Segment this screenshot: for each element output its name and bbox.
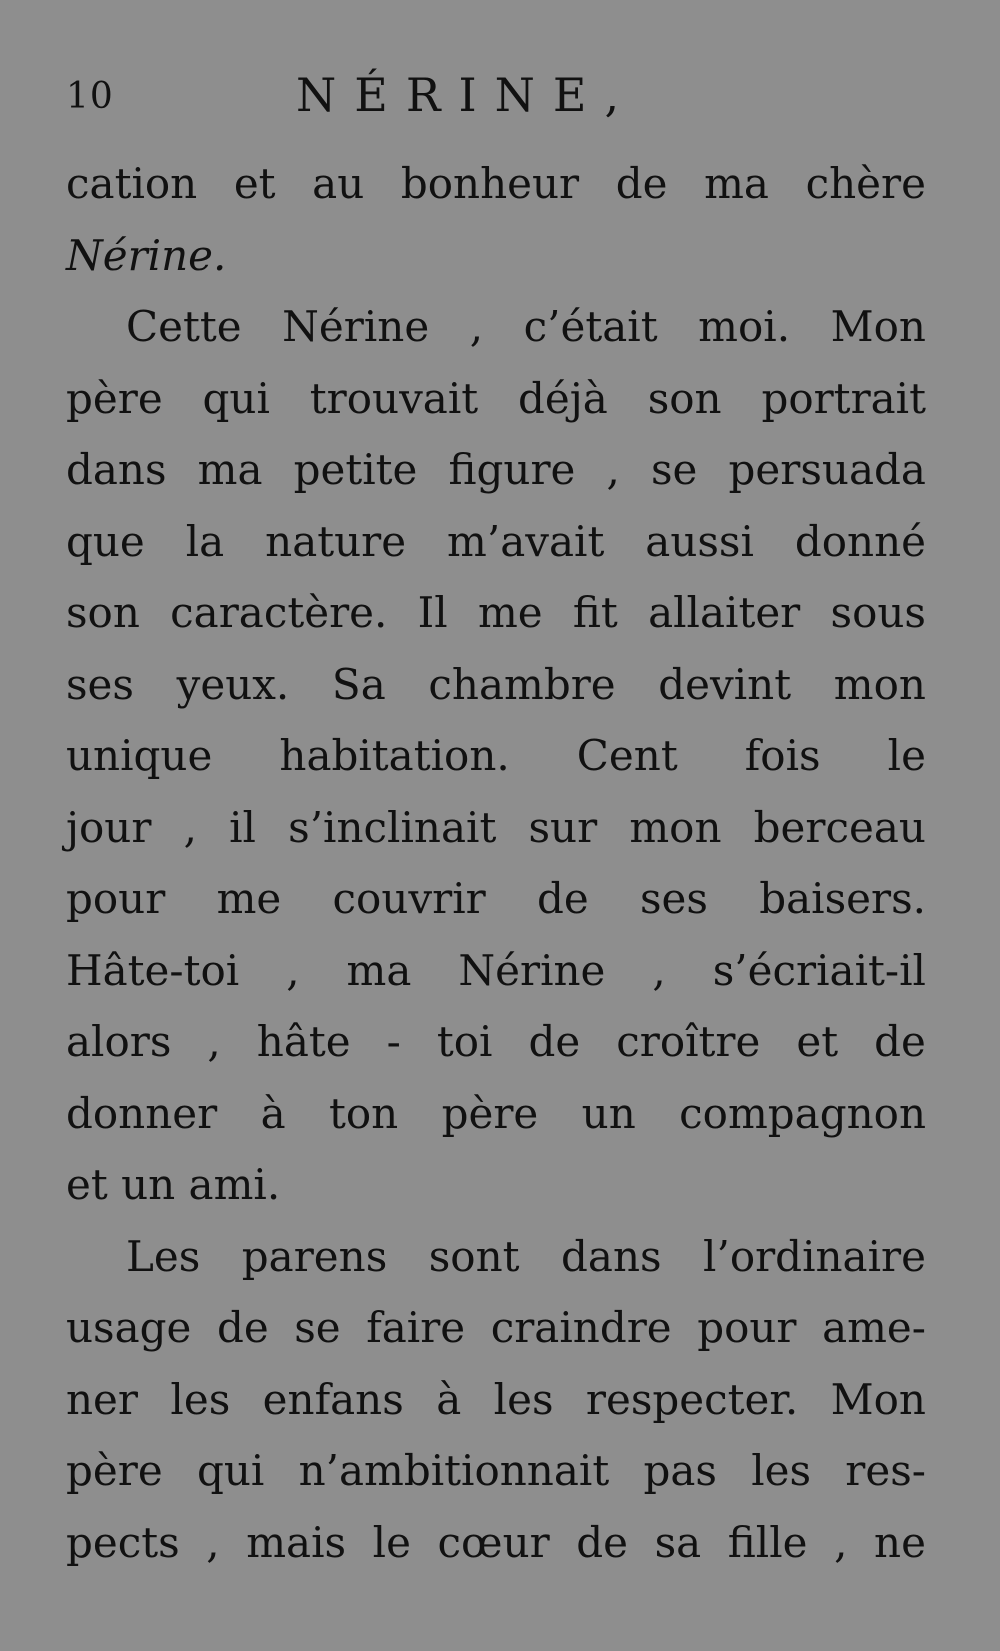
word: s’inclinait [288,802,497,852]
word: mais [246,1517,347,1567]
word: que [66,516,145,566]
text-line [66,1435,926,1507]
word: dans [561,1231,662,1281]
word: toi [436,1017,493,1066]
word: qui [196,1446,265,1495]
word: parens [241,1231,388,1281]
text-line [66,1507,926,1579]
word: compagnon [679,1088,926,1138]
word: , [286,945,300,995]
word: qui [202,373,270,423]
word: , [206,1517,220,1567]
word: respecter. [585,1374,799,1424]
text-line [66,506,926,578]
word: le [372,1517,411,1567]
word: ne [874,1517,926,1567]
word: Cent [576,731,678,780]
word: m’avait [447,516,605,566]
word: déjà [518,373,608,423]
word: sa [654,1517,702,1567]
word: de [536,874,589,923]
word: yeux. [176,659,290,709]
word: se [651,445,698,494]
word: s’écriait-il [712,945,926,995]
word: jour [66,802,152,852]
word: ma [346,945,412,995]
word: pour [66,874,166,923]
word: et [796,1017,839,1066]
word: enfans [262,1374,404,1424]
word: sur [528,802,598,852]
word: portrait [761,373,926,423]
text-line [66,792,926,864]
word: il [229,802,256,852]
word: allaiter [648,588,801,637]
word: mon [833,659,926,709]
text-line [66,863,926,935]
text-line [66,1006,926,1078]
word: baisers. [759,874,926,923]
word: donner [66,1088,218,1138]
word: son [647,373,722,423]
word: , [834,1517,848,1567]
word: unique [66,731,213,780]
word: fit [572,588,618,637]
word: , [652,945,666,995]
body-text [66,148,926,1578]
word: trouvait [309,373,479,423]
word: de [528,1017,581,1066]
word: Il [417,588,448,637]
word: pects [66,1517,180,1567]
word: à [260,1088,286,1138]
word: pas [643,1446,717,1495]
word: se [294,1303,341,1352]
word: donné [794,516,926,566]
word: figure [448,445,576,494]
text-line [66,649,926,721]
text-line [66,1292,926,1364]
text-line [66,148,926,220]
text-line [66,1364,926,1436]
word: l’ordinaire [703,1231,926,1281]
word: père [441,1088,539,1138]
text-line [66,1221,926,1293]
word: me [216,874,282,923]
word: aussi [645,516,754,566]
word: père [66,373,163,423]
text-line [66,291,926,363]
word: Nérine [458,945,606,995]
word: usage [66,1303,192,1352]
word: , [469,302,484,351]
word: mon [629,802,722,852]
word: chambre [428,659,616,709]
word: Les [126,1231,201,1281]
word: moi. [698,302,791,351]
word: le [887,731,926,780]
word: chère [805,159,926,208]
word: cation [66,159,198,208]
word: ma [197,445,263,494]
word: nature [265,516,407,566]
text-line [66,935,926,1007]
word: père [66,1446,163,1495]
word: et [233,159,276,208]
word: ton [329,1088,399,1138]
word: , [183,802,197,852]
word: de [216,1303,269,1352]
word: ses [66,659,134,709]
word: la [185,516,225,566]
word: fille [727,1517,808,1567]
word: Cette [126,302,242,351]
word: n’ambitionnait [298,1446,610,1495]
word: ner [66,1374,138,1424]
word: cœur [437,1517,550,1567]
word: un [581,1088,636,1138]
word: devint [658,659,792,709]
word: au [312,159,365,208]
word: Sa [331,659,386,709]
text-line [66,434,926,506]
word: faire [366,1303,466,1352]
word: craindre [490,1303,672,1352]
word: res- [845,1446,926,1495]
word: Hâte-toi [66,945,240,995]
running-title: NÉRINE, [296,68,638,122]
text-line [66,363,926,435]
word: persuada [728,445,926,494]
word: - [386,1017,401,1066]
word: croître [616,1017,761,1066]
word: fois [744,731,821,780]
text-line: et un ami. [66,1160,281,1209]
page-header [66,68,936,128]
word: habitation. [279,731,510,780]
word: à [436,1374,462,1424]
text-line [66,1078,926,1150]
word: les [170,1374,231,1424]
word: me [477,588,543,637]
word: , [207,1017,221,1066]
word: caractère. [170,588,388,637]
word: berceau [753,802,926,852]
word: Nérine [282,302,430,351]
word: Mon [830,1374,926,1424]
page-number: 10 [66,76,114,117]
word: sont [428,1231,520,1281]
word: sous [830,588,926,637]
word: pour [697,1303,797,1352]
word: dans [66,445,167,494]
text-line: Nérine. [66,230,227,280]
word: ame- [822,1303,926,1352]
word: c’était [523,302,658,351]
word: alors [66,1017,172,1066]
word: ses [640,874,708,923]
word: Mon [830,302,926,351]
word: couvrir [332,874,486,923]
text-line [66,720,926,792]
word: de [576,1517,629,1567]
word: les [493,1374,554,1424]
word: de [874,1017,926,1066]
word: son [66,588,140,637]
text-line [66,577,926,649]
word: bonheur [400,159,580,208]
word: , [606,445,620,494]
word: de [615,159,668,208]
word: ma [704,159,769,208]
word: les [751,1446,812,1495]
word: hâte [256,1017,351,1066]
word: petite [293,445,418,494]
